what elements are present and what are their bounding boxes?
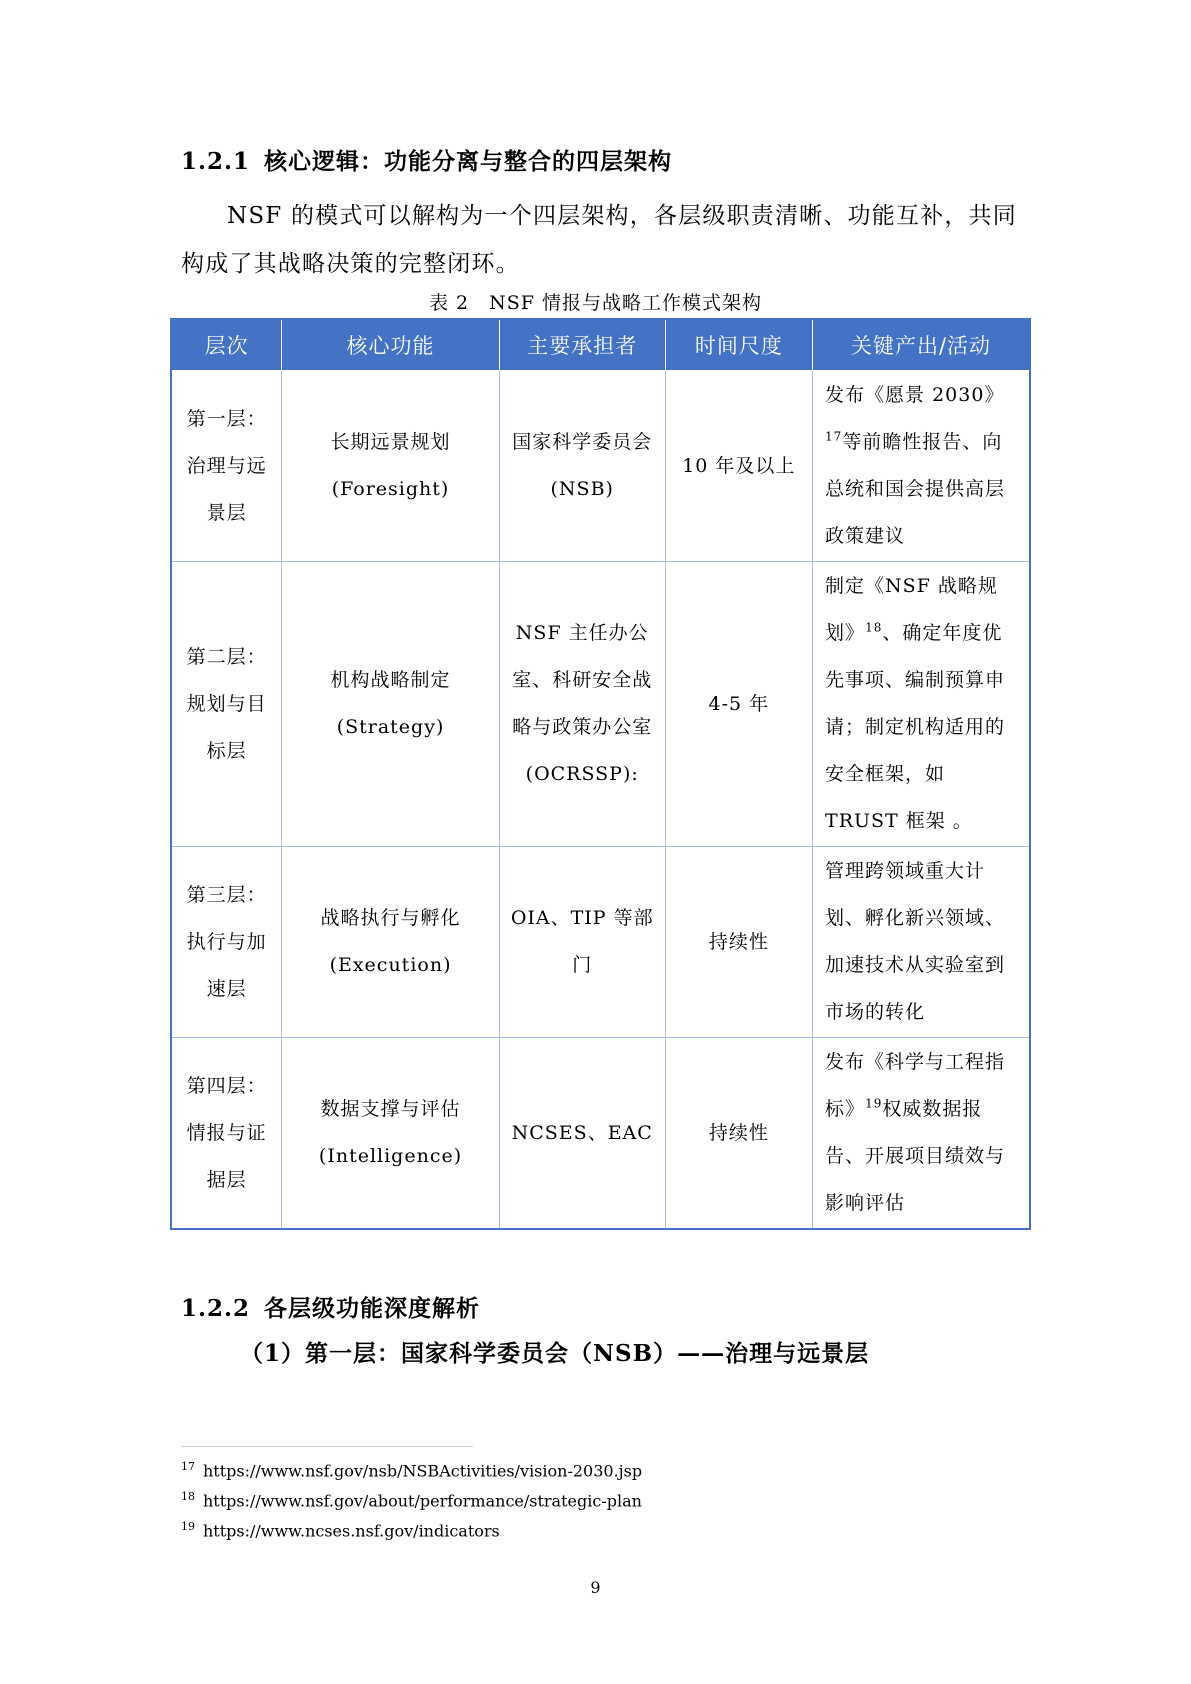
owner-line: (OCRSSP): <box>525 763 639 785</box>
owner-line: NSF 主任办公 <box>515 622 649 644</box>
output-cell <box>813 847 1030 1038</box>
timescale-cell: 持续性 <box>665 1038 812 1230</box>
table-row <box>171 562 1030 847</box>
intro-text: NSF 的模式可以解构为一个四层架构，各层级职责清晰、功能互补，共同构成了其战略决策的完整闭环。 <box>181 203 1017 277</box>
owner-line: OIA、TIP 等部门 <box>510 907 654 976</box>
table-caption: 表 2 NSF 情报与战略工作模式架构 <box>429 292 762 314</box>
footnote-ref: 19 <box>865 1096 883 1111</box>
output-text: 制定《NSF 战略规划》 <box>825 575 998 644</box>
header-function: 核心功能 <box>282 319 500 371</box>
footnote <box>181 1520 500 1540</box>
owner-line: NCSES、EAC <box>511 1121 653 1144</box>
function-en: (Execution) <box>329 954 452 976</box>
function-cn: 机构战略制定 <box>330 669 451 691</box>
layer-line: 第二层： <box>186 645 267 668</box>
timescale-cell: 4-5 年 <box>665 562 812 847</box>
output-text: 、确定年度优先事项、编制预算申请；制定机构适用的安全框架，如 TRUST 框架 。 <box>825 622 1006 832</box>
layer-line: 速层 <box>206 977 247 1000</box>
owner-line: 略与政策办公室 <box>512 716 653 738</box>
section-number: 1.2.1 <box>181 148 251 175</box>
owner-line: (NSB) <box>550 478 614 500</box>
timescale-cell: 持续性 <box>665 847 812 1038</box>
table-header-row <box>171 319 1030 371</box>
subsection-heading: （1）第一层：国家科学委员会（NSB）——治理与远景层 <box>240 1340 870 1367</box>
section-title: 核心逻辑：功能分离与整合的四层架构 <box>264 148 673 175</box>
output-text: 权威数据报告、开展项目绩效与影响评估 <box>825 1098 1006 1214</box>
function-cell <box>282 847 500 1038</box>
owner-line: 国家科学委员会 <box>512 431 653 453</box>
section-heading-1-2-1 <box>181 143 672 176</box>
footnote-mark: 19 <box>181 1520 195 1533</box>
layer-line: 第四层： <box>186 1074 267 1097</box>
function-cell <box>282 371 500 562</box>
page-number: 9 <box>590 1578 601 1597</box>
output-text: 等前瞻性报告、向总统和国会提供高层政策建议 <box>825 431 1006 547</box>
architecture-table <box>170 318 1031 1230</box>
owner-cell <box>499 847 665 1038</box>
function-en: (Strategy) <box>336 716 445 738</box>
owner-line: 室、科研安全战 <box>512 669 653 691</box>
footnote-ref: 18 <box>865 620 883 635</box>
layer-line: 据层 <box>206 1168 247 1191</box>
output-cell <box>813 562 1030 847</box>
section-title: 各层级功能深度解析 <box>264 1295 481 1322</box>
timescale-cell: 10 年及以上 <box>665 371 812 562</box>
owner-cell <box>499 562 665 847</box>
function-cn: 长期远景规划 <box>330 431 451 453</box>
function-cn: 战略执行与孵化 <box>320 907 461 929</box>
function-en: (Foresight) <box>331 478 450 500</box>
function-cn: 数据支撑与评估 <box>320 1098 461 1120</box>
layer-line: 第三层： <box>186 883 267 906</box>
owner-cell <box>499 371 665 562</box>
layer-line: 规划与目 <box>186 692 267 715</box>
table-row <box>171 1038 1030 1230</box>
output-text: 发布《科学与工程指标》 <box>825 1051 1006 1120</box>
header-output: 关键产出/活动 <box>813 319 1030 371</box>
layer-line: 景层 <box>206 501 247 524</box>
table-row <box>171 371 1030 562</box>
intro-paragraph <box>181 192 1021 288</box>
table-row <box>171 847 1030 1038</box>
layer-line: 标层 <box>206 739 247 762</box>
function-en: (Intelligence) <box>318 1145 463 1167</box>
section-number: 1.2.2 <box>181 1295 251 1322</box>
output-text: 发布《愿景 2030》 <box>825 384 1005 406</box>
function-cell <box>282 1038 500 1230</box>
layer-cell <box>171 1038 282 1230</box>
footnote-mark: 17 <box>181 1460 195 1473</box>
header-timescale: 时间尺度 <box>665 319 812 371</box>
owner-cell <box>499 1038 665 1230</box>
footnote-separator <box>181 1446 473 1447</box>
footnote-link[interactable]: https://www.nsf.gov/about/performance/strategic-plan <box>203 1491 642 1511</box>
footnote-ref: 17 <box>825 429 843 444</box>
footnote-link[interactable]: https://www.ncses.nsf.gov/indicators <box>203 1521 500 1541</box>
section-heading-1-2-2 <box>181 1290 480 1323</box>
header-layer: 层次 <box>171 319 282 371</box>
output-cell <box>813 371 1030 562</box>
footnote-mark: 18 <box>181 1490 195 1503</box>
footnote <box>181 1460 642 1480</box>
layer-cell <box>171 847 282 1038</box>
output-cell <box>813 1038 1030 1230</box>
footnote <box>181 1490 642 1510</box>
header-owner: 主要承担者 <box>499 319 665 371</box>
layer-line: 第一层： <box>186 407 267 430</box>
layer-line: 执行与加 <box>186 930 267 953</box>
layer-line: 治理与远 <box>186 454 267 477</box>
layer-cell <box>171 562 282 847</box>
output-text: 管理跨领域重大计划、孵化新兴领域、加速技术从实验室到市场的转化 <box>825 860 1006 1023</box>
function-cell <box>282 562 500 847</box>
layer-line: 情报与证 <box>186 1121 267 1144</box>
footnote-link[interactable]: https://www.nsf.gov/nsb/NSBActivities/vision-2030.jsp <box>203 1461 643 1481</box>
layer-cell <box>171 371 282 562</box>
